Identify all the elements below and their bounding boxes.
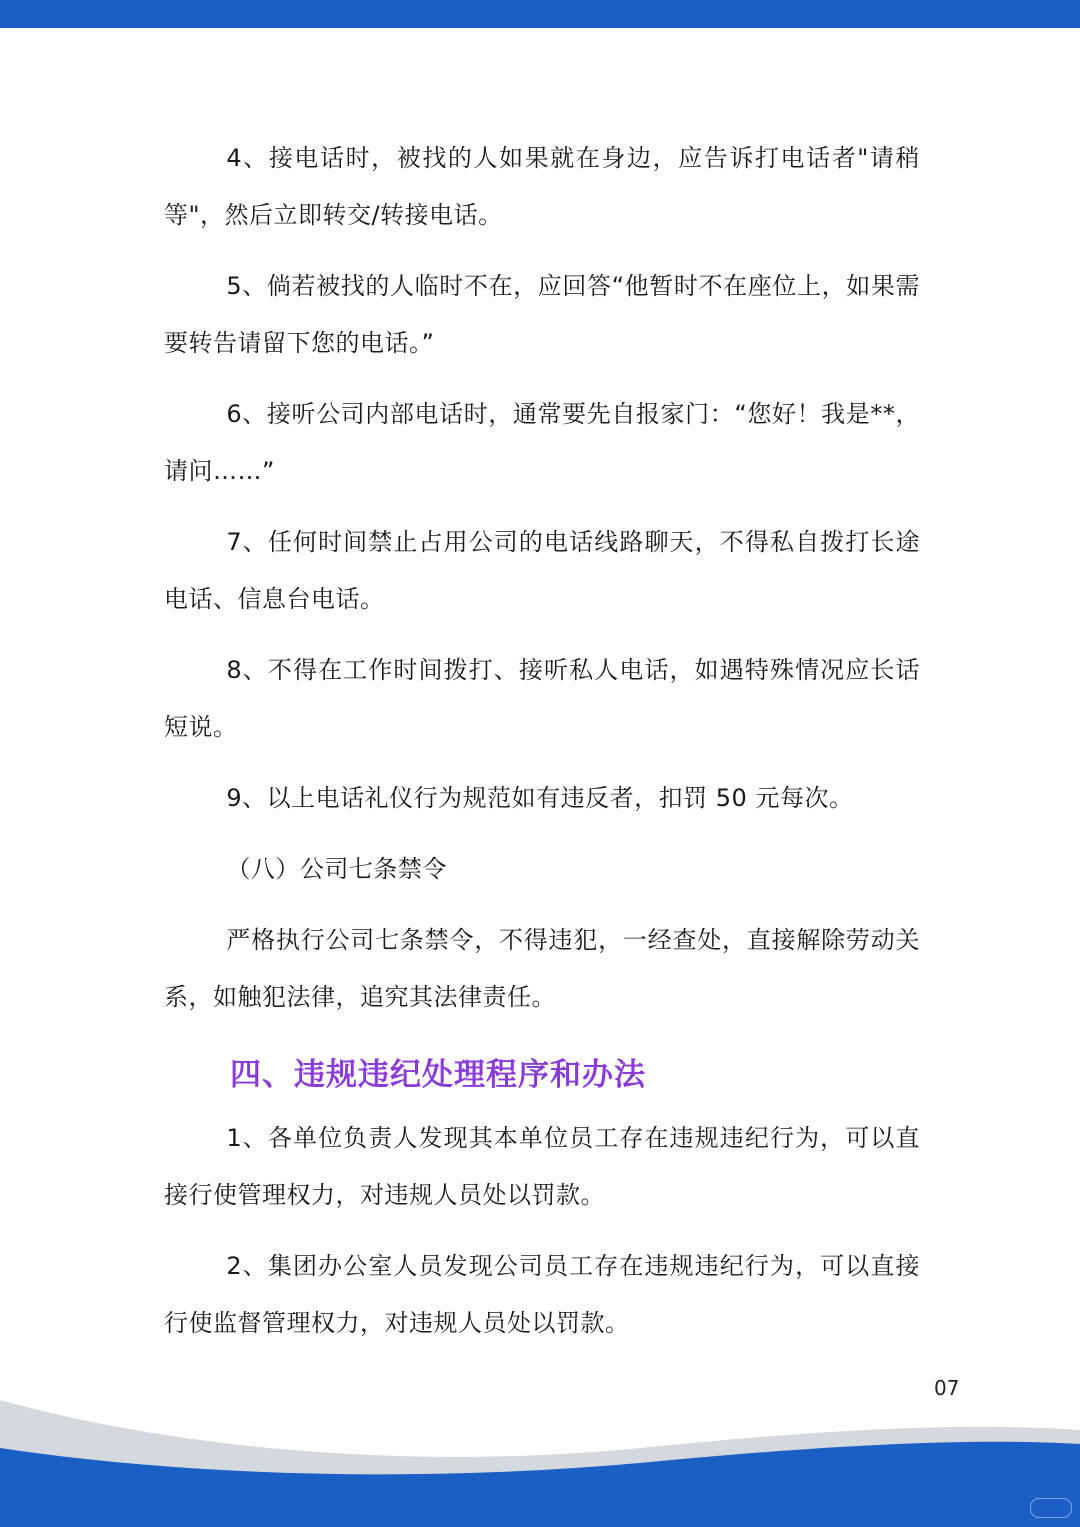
paragraph-6: 6、接听公司内部电话时，通常要先自报家门：“您好！我是**，请问……” bbox=[164, 400, 920, 485]
paragraph-8: 8、不得在工作时间拨打、接听私人电话，如遇特殊情况应长话短说。 bbox=[164, 656, 920, 741]
top-color-bar bbox=[0, 0, 1080, 28]
footer-wave-decoration bbox=[0, 1400, 1080, 1527]
section-heading: 四、违规违纪处理程序和办法 bbox=[230, 1057, 646, 1093]
document-body bbox=[164, 130, 920, 1352]
page-number: 07 bbox=[934, 1376, 960, 1400]
paragraph-9: 9、以上电话礼仪行为规范如有违反者，扣罚 50 元每次。 bbox=[226, 784, 854, 812]
procedure-paragraph-2: 2、集团办公室人员发现公司员工存在违规违纪行为，可以直接行使监督管理权力，对违规人员处以罚款。 bbox=[164, 1252, 920, 1337]
paragraph-seven-prohibitions: 严格执行公司七条禁令，不得违犯，一经查处，直接解除劳动关系，如触犯法律，追究其法律责任。 bbox=[164, 926, 920, 1011]
subsection-title-eight: （八）公司七条禁令 bbox=[226, 855, 447, 883]
paragraph-7: 7、任何时间禁止占用公司的电话线路聊天，不得私自拨打长途电话、信息台电话。 bbox=[164, 528, 920, 613]
paragraph-4: 4、接电话时，被找的人如果就在身边，应告诉打电话者"请稍等"，然后立即转交/转接电话。 bbox=[164, 144, 920, 229]
paragraph-5: 5、倘若被找的人临时不在，应回答“他暂时不在座位上，如果需要转告请留下您的电话。” bbox=[164, 272, 920, 357]
watermark-badge bbox=[1030, 1498, 1072, 1518]
procedure-paragraph-1: 1、各单位负责人发现其本单位员工存在违规违纪行为，可以直接行使管理权力，对违规人员处以罚款。 bbox=[164, 1124, 920, 1209]
